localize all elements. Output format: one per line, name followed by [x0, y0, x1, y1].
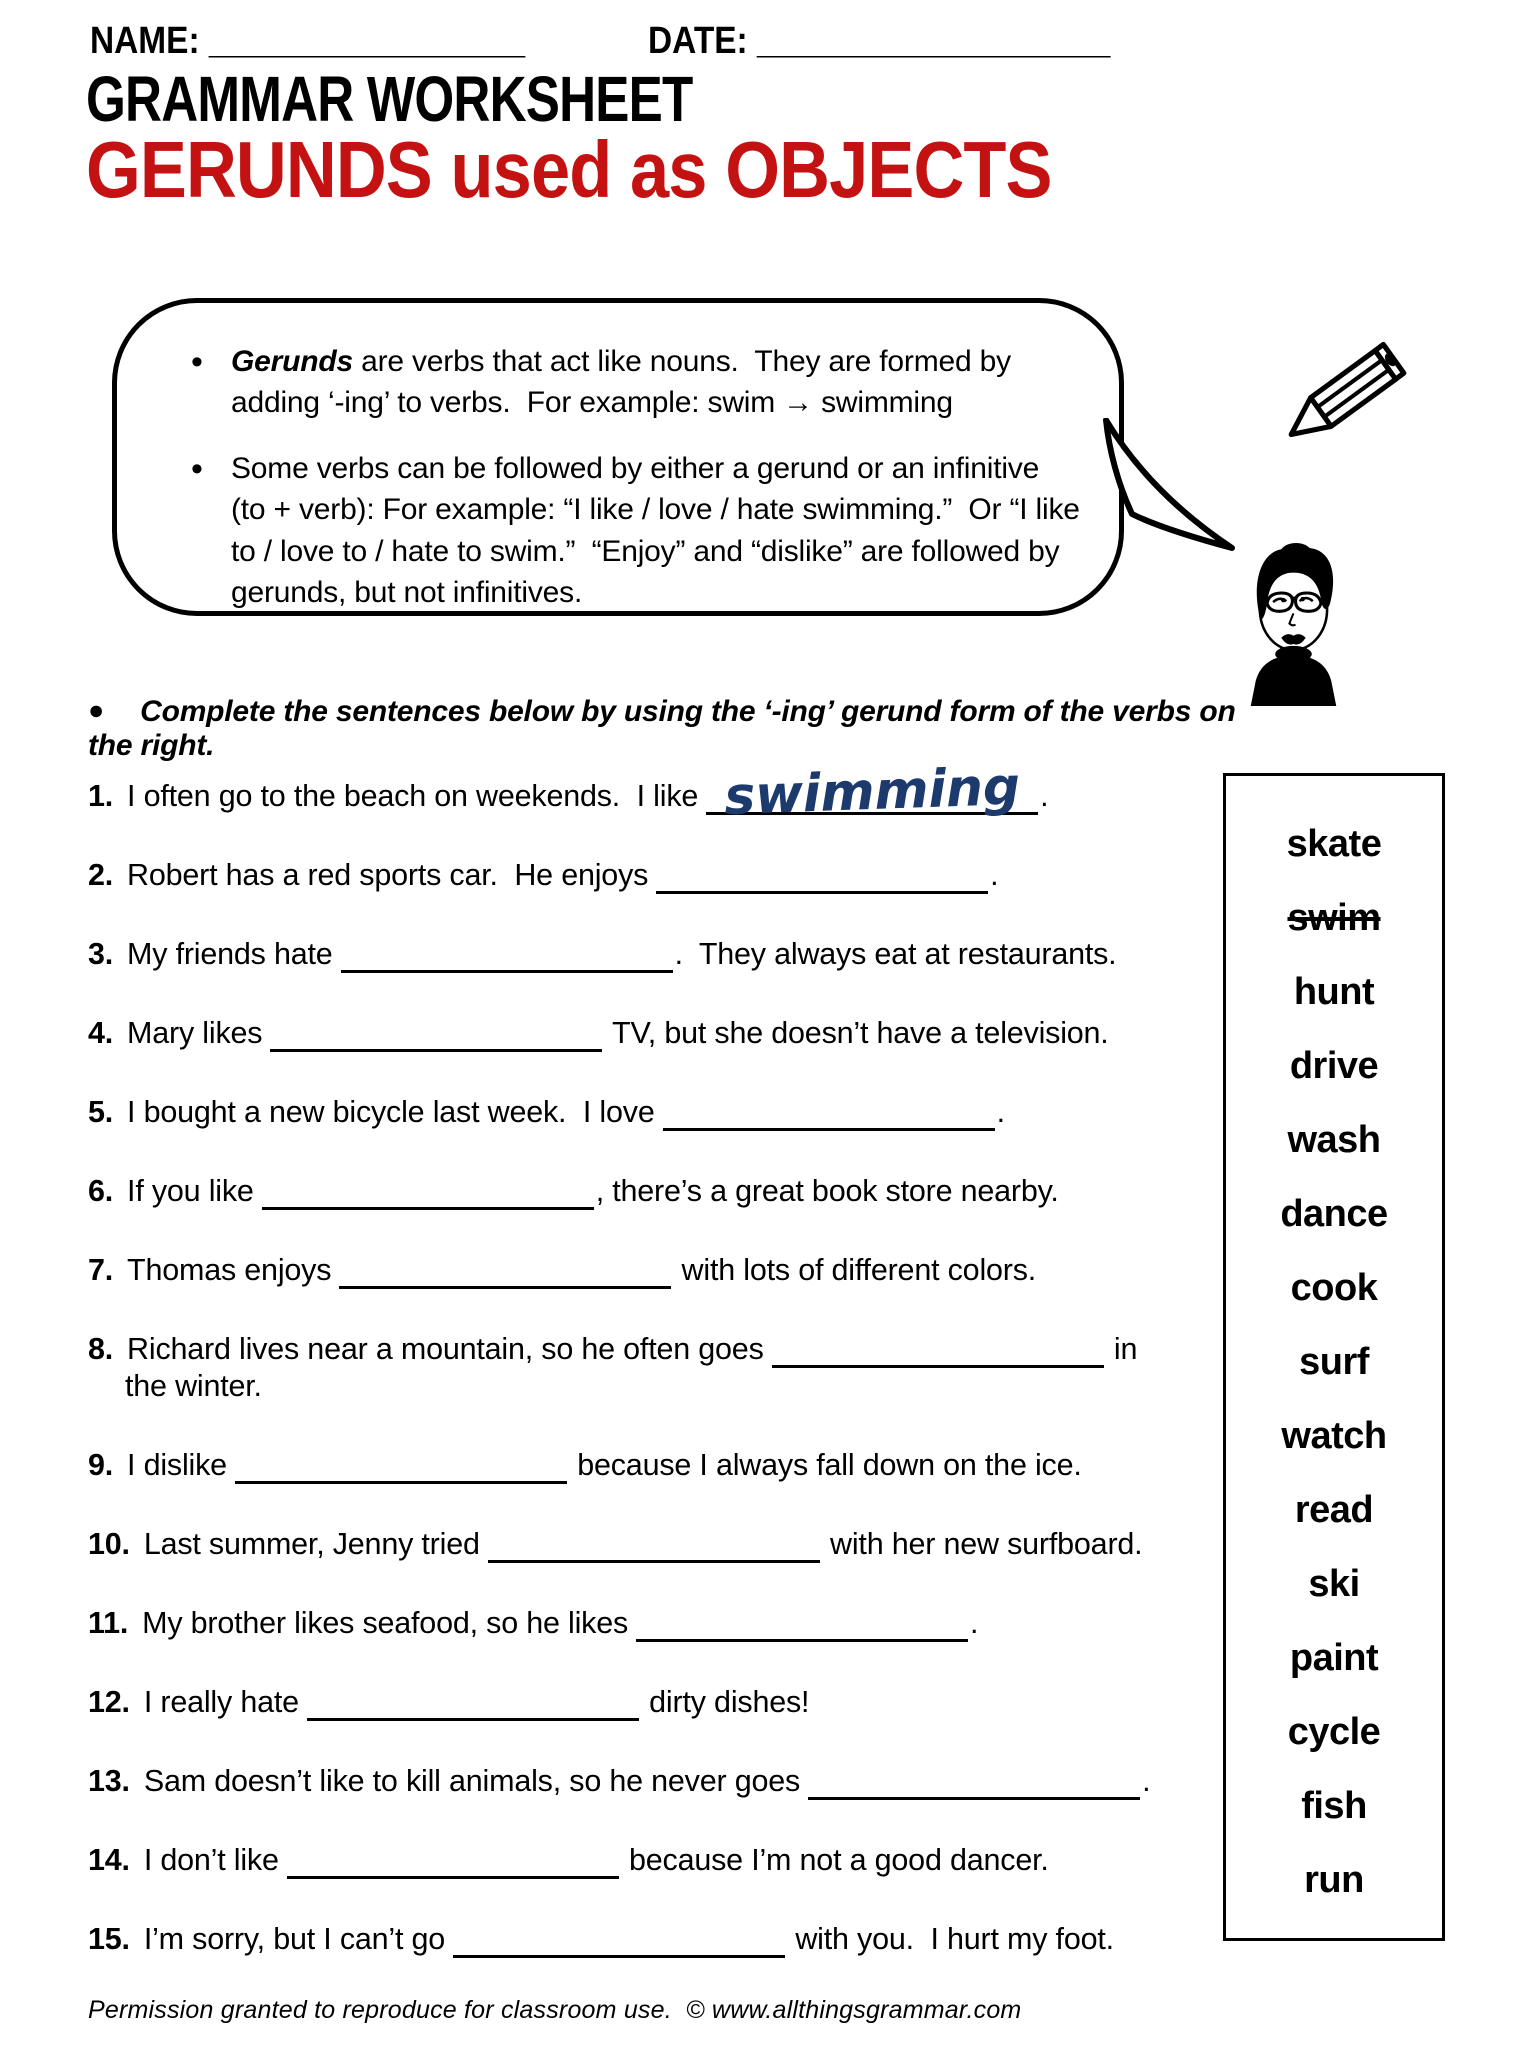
info-bullet-list: [175, 341, 1081, 613]
info-bullet: [175, 448, 1081, 614]
question-number: 12.: [88, 1685, 130, 1719]
question-text-post: because I’m not a good dancer.: [620, 1843, 1049, 1877]
question-text-post: .: [990, 858, 999, 892]
question-item: [88, 1447, 1216, 1484]
answer-blank: [808, 1763, 1140, 1800]
answer-blank: [235, 1447, 567, 1484]
question-number: 14.: [88, 1843, 130, 1877]
question-text-pre: I often go to the beach on weekends. I like: [127, 779, 699, 813]
info-bullet: [175, 341, 1081, 424]
answer-blank: [663, 1094, 995, 1131]
answer-blank: [453, 1921, 785, 1958]
question-number: 6.: [88, 1174, 114, 1208]
question-text-pre: I bought a new bicycle last week. I love: [127, 1095, 655, 1129]
question-item: [88, 756, 1216, 828]
word-bank-item: run: [1304, 1859, 1364, 1901]
question-text-pre: My brother likes seafood, so he likes: [142, 1606, 629, 1640]
question-item: [88, 857, 1216, 894]
question-text-pre: I dislike: [127, 1448, 227, 1482]
teacher-avatar: [1230, 538, 1358, 706]
question-item: [88, 1842, 1216, 1879]
name-blank-line: _________________: [208, 20, 526, 62]
question-number: 5.: [88, 1095, 114, 1129]
word-bank-item: fish: [1301, 1785, 1367, 1827]
question-number: 7.: [88, 1253, 114, 1287]
page-title: GERUNDS used as OBJECTS: [86, 125, 1052, 214]
word-bank: [1223, 773, 1445, 1941]
question-number: 15.: [88, 1922, 130, 1956]
question-text-pre: Mary likes: [127, 1016, 263, 1050]
info-speech-bubble: [112, 298, 1124, 616]
question-number: 11.: [88, 1606, 129, 1640]
question-item: [88, 1526, 1216, 1563]
date-label: DATE:: [648, 20, 748, 62]
question-number: 8.: [88, 1332, 114, 1366]
word-bank-item: paint: [1289, 1637, 1379, 1679]
question-item: [88, 1252, 1216, 1289]
answer-blank: [287, 1842, 619, 1879]
date-field: [648, 20, 1110, 63]
question-number: 10.: [88, 1527, 130, 1561]
answer-blank: [636, 1605, 968, 1642]
answer-blank: [262, 1173, 594, 1210]
word-bank-item: surf: [1299, 1341, 1369, 1383]
question-text-post: .: [1142, 1764, 1151, 1798]
question-text-post: . They always eat at restaurants.: [674, 937, 1117, 971]
question-text-pre: My friends hate: [127, 937, 333, 971]
question-item: [88, 1015, 1216, 1052]
answer-blank: [772, 1331, 1104, 1368]
answer-blank: [706, 756, 1038, 828]
question-text-pre: I’m sorry, but I can’t go: [143, 1922, 446, 1956]
question-list: [88, 756, 1216, 2000]
question-text-post: in: [1105, 1332, 1138, 1366]
instruction-line: [88, 695, 1268, 763]
word-bank-item: wash: [1287, 1119, 1381, 1161]
handwritten-answer: swimming: [723, 756, 1021, 828]
word-bank-item: drive: [1289, 1045, 1379, 1087]
question-text-post: with you. I hurt my foot.: [787, 1922, 1114, 1956]
question-item: [88, 936, 1216, 973]
answer-blank: [656, 857, 988, 894]
question-text-post: because I always fall down on the ice.: [568, 1448, 1082, 1482]
answer-blank: [270, 1015, 602, 1052]
word-bank-item: cook: [1290, 1267, 1378, 1309]
question-number: 1.: [88, 779, 114, 813]
question-item: [88, 1763, 1216, 1800]
question-text-post: dirty dishes!: [640, 1685, 810, 1719]
word-bank-item: read: [1294, 1489, 1374, 1531]
question-text-post: TV, but she doesn’t have a television.: [604, 1016, 1109, 1050]
question-text-post: .: [970, 1606, 979, 1640]
question-item: [88, 1094, 1216, 1131]
bullet-bold-lead: Gerunds: [231, 345, 353, 378]
instruction-text: Complete the sentences below by using the ‘-ing’ gerund form of the verbs on the right.: [88, 695, 1236, 762]
question-text-post: .: [1040, 779, 1049, 813]
question-number: 9.: [88, 1448, 114, 1482]
question-item: [88, 1921, 1216, 1958]
answer-blank: [339, 1252, 671, 1289]
question-number: 4.: [88, 1016, 114, 1050]
question-text-post: with her new surfboard.: [821, 1527, 1143, 1561]
instruction-bullet-icon: ●: [88, 695, 105, 725]
word-bank-item: cycle: [1287, 1711, 1381, 1753]
question-item: [88, 1684, 1216, 1721]
name-label: NAME:: [90, 20, 200, 62]
date-blank-line: ___________________: [756, 20, 1111, 62]
name-field: [90, 20, 525, 63]
bullet-text: are verbs that act like nouns. They are formed by adding ‘-ing’ to verbs. For example: swim → swimming: [231, 345, 1011, 420]
pencil-icon: [1283, 336, 1411, 444]
question-text-post: with lots of different colors.: [673, 1253, 1037, 1287]
word-bank-item: hunt: [1293, 971, 1375, 1013]
question-item: [88, 1605, 1216, 1642]
question-text-pre: Last summer, Jenny tried: [143, 1527, 480, 1561]
question-text-wrap: the winter.: [125, 1369, 262, 1403]
question-text-pre: Robert has a red sports car. He enjoys: [127, 858, 649, 892]
answer-blank: [307, 1684, 639, 1721]
answer-blank: [488, 1526, 820, 1563]
question-item: [88, 1331, 1216, 1405]
word-bank-item: skate: [1286, 823, 1382, 865]
word-bank-item: swim: [1287, 897, 1381, 939]
question-text-pre: I don’t like: [143, 1843, 279, 1877]
question-text-post: .: [996, 1095, 1005, 1129]
word-bank-item: dance: [1280, 1193, 1388, 1235]
question-number: 3.: [88, 937, 114, 971]
word-bank-item: watch: [1281, 1415, 1387, 1457]
question-text-post: , there’s a great book store nearby.: [595, 1174, 1059, 1208]
copyright-footer: Permission granted to reproduce for classroom use. © www.allthingsgrammar.com: [88, 1996, 1022, 2024]
question-number: 2.: [88, 858, 114, 892]
answer-blank: [341, 936, 673, 973]
question-text-pre: Sam doesn’t like to kill animals, so he never goes: [143, 1764, 801, 1798]
question-text-pre: If you like: [127, 1174, 254, 1208]
worksheet-kicker-title: GRAMMAR WORKSHEET: [86, 63, 693, 135]
bullet-text: Some verbs can be followed by either a gerund or an infinitive (to + verb): For example: “I like / love / hate swimming.” Or “I like to / love to / hate to swim.” “Enjoy” and “dislike” are followed by gerunds, but not infinitives.: [231, 451, 1080, 609]
question-item: [88, 1173, 1216, 1210]
question-text-pre: Richard lives near a mountain, so he often goes: [127, 1332, 764, 1366]
question-text-pre: I really hate: [143, 1685, 299, 1719]
question-number: 13.: [88, 1764, 130, 1798]
speech-bubble-tail-icon: [1098, 418, 1248, 568]
word-bank-item: ski: [1308, 1563, 1360, 1605]
question-text-pre: Thomas enjoys: [127, 1253, 332, 1287]
